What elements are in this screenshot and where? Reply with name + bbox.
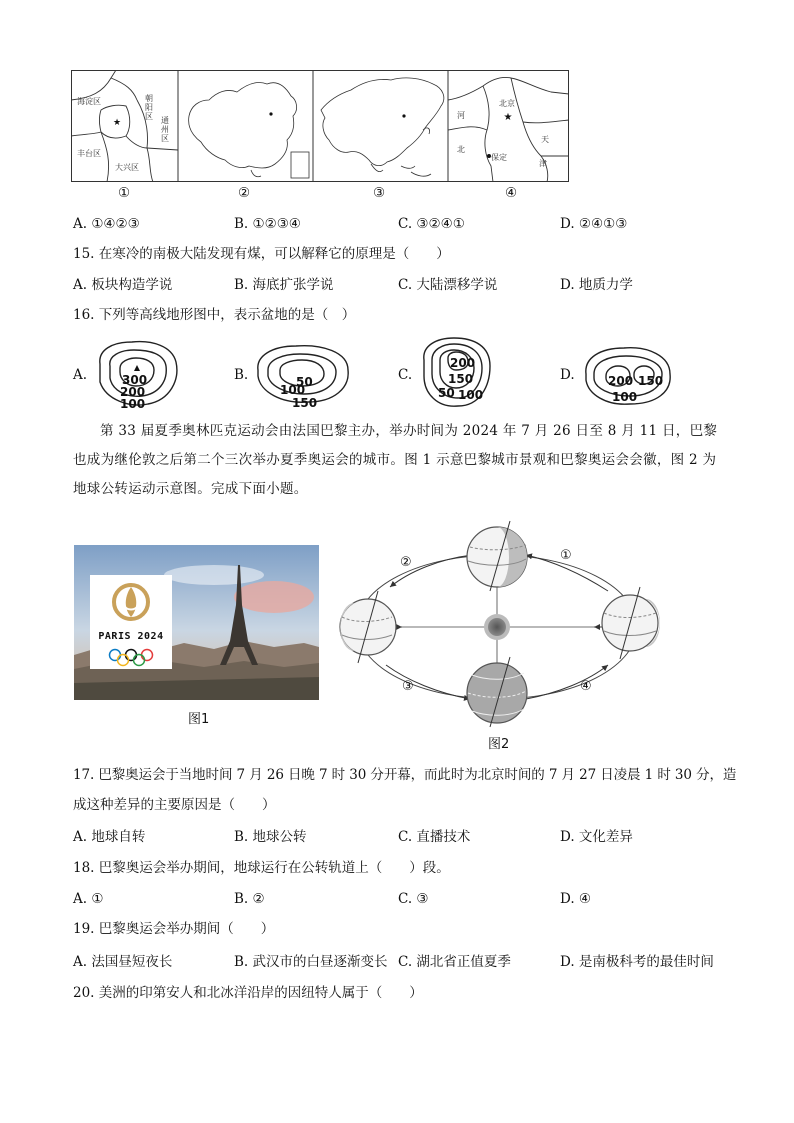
q15-option-d[interactable]: D. 地质力学 xyxy=(560,277,633,293)
asia-outline-map xyxy=(321,78,444,176)
q16-option-c[interactable]: C. xyxy=(398,367,413,383)
q16-stem: 16. 下列等高线地形图中，表示盆地的是（ ） xyxy=(73,307,356,323)
q16-option-b[interactable]: B. xyxy=(234,367,249,383)
district-label-tongzhou: 通州区 xyxy=(161,116,169,143)
svg-text:★: ★ xyxy=(112,118,122,128)
q19-option-a[interactable]: A. 法国昼短夜长 xyxy=(73,954,173,970)
contour-label-c-50: 50 xyxy=(438,386,455,400)
contour-label-a-200: 200 xyxy=(120,385,146,399)
q15-option-c[interactable]: C. 大陆漂移学说 xyxy=(398,277,498,293)
contour-map-b xyxy=(252,340,352,410)
passage-text: 第 33 届夏季奥林匹克运动会由法国巴黎主办，举办时间为 2024 年 7 月 26 日至 8 月 11 日，巴黎也成为继伦敦之后第二个三次举办夏季奥运会的城市。图 1 示意巴黎城市景观和巴黎奥运会会徽，图 2 为地球公转运动示意图。完成下面小题。 xyxy=(73,423,718,497)
orbit-segment-label-1: ① xyxy=(560,548,572,563)
china-outline-map xyxy=(189,82,309,178)
q17-option-b[interactable]: B. 地球公转 xyxy=(234,829,307,845)
earth-bottom-icon xyxy=(467,657,527,727)
figure-2-caption: 图2 xyxy=(488,737,510,752)
contour-label-c-150: 150 xyxy=(448,372,474,386)
contour-map-c xyxy=(418,336,492,410)
map-row-svg xyxy=(71,70,569,182)
earth-top-icon xyxy=(467,521,527,591)
orbit-segment-label-2: ② xyxy=(400,555,412,570)
q19-option-b[interactable]: B. 武汉市的白昼逐渐变长 xyxy=(234,954,388,970)
map-number-4: ④ xyxy=(505,185,518,201)
contour-label-d-200: 200 xyxy=(608,374,634,388)
q16-option-d[interactable]: D. xyxy=(560,367,575,383)
q18-option-c[interactable]: C. ③ xyxy=(398,891,429,907)
figure-2-orbit xyxy=(330,515,670,745)
contour-label-d-100: 100 xyxy=(612,390,638,404)
figure-1-caption: 图1 xyxy=(188,712,210,727)
olympic-rings-icon xyxy=(90,647,172,667)
map-number-3: ③ xyxy=(373,185,386,201)
region-label-tian: 天 xyxy=(541,135,549,144)
map-row xyxy=(71,70,569,182)
city-label-beijing: 北京 xyxy=(499,99,515,108)
region-label-jin: 津 xyxy=(539,159,547,168)
q18-stem: 18. 巴黎奥运会举办期间，地球运行在公转轨道上（ ）段。 xyxy=(73,860,450,876)
contour-label-a-300: 300 xyxy=(122,373,148,387)
earth-orbit-diagram xyxy=(330,515,670,745)
sun-icon xyxy=(484,614,510,640)
district-label-chaoyang: 朝阳区 xyxy=(145,94,153,121)
paris-logo-flame-icon xyxy=(90,575,172,629)
q20-stem: 20. 美洲的印第安人和北冰洋沿岸的因纽特人属于（ ） xyxy=(73,985,423,1001)
q18-option-d[interactable]: D. ④ xyxy=(560,891,592,907)
contour-label-b-150: 150 xyxy=(292,396,318,410)
contour-label-c-200: 200 xyxy=(450,356,476,370)
q15-option-b[interactable]: B. 海底扩张学说 xyxy=(234,277,334,293)
figure-1-photo xyxy=(74,545,319,700)
q15-stem: 15. 在寒冷的南极大陆发现有煤，可以解释它的原理是（ ） xyxy=(73,246,450,262)
q18-option-a[interactable]: A. ① xyxy=(73,891,104,907)
q19-option-d[interactable]: D. 是南极科考的最佳时间 xyxy=(560,954,714,970)
contour-label-b-100: 100 xyxy=(280,383,306,397)
q19-stem: 19. 巴黎奥运会举办期间（ ） xyxy=(73,921,275,937)
q17-stem-line-2: 成这种差异的主要原因是（ ） xyxy=(73,797,276,813)
contour-map-d xyxy=(582,344,674,410)
contour-label-c-100: 100 xyxy=(458,388,484,402)
contour-label-d-150: 150 xyxy=(638,374,664,388)
q17-option-d[interactable]: D. 文化差异 xyxy=(560,829,633,845)
q17-stem-line-1: 17. 巴黎奥运会于当地时间 7 月 26 日晚 7 时 30 分开幕，而此时为北京时间的 7 月 27 日凌晨 1 时 30 分，造 xyxy=(73,767,737,783)
q19-option-c[interactable]: C. 湖北省正值夏季 xyxy=(398,954,511,970)
region-label-he: 河 xyxy=(457,111,465,120)
q16-option-a[interactable]: A. xyxy=(73,367,88,383)
map-number-2: ② xyxy=(238,185,251,201)
q15-option-a[interactable]: A. 板块构造学说 xyxy=(73,277,173,293)
jingjinji-map xyxy=(448,77,569,182)
district-label-daxing: 大兴区 xyxy=(115,163,139,172)
region-label-bei: 北 xyxy=(457,145,465,154)
paris-logo-text: PARIS 2024 xyxy=(98,631,164,642)
earth-left-icon xyxy=(340,591,396,663)
paris-2024-logo xyxy=(90,575,172,669)
district-label-fengtai: 丰台区 xyxy=(77,149,101,158)
q17-option-c[interactable]: C. 直播技术 xyxy=(398,829,471,845)
contour-label-b-50: 50 xyxy=(296,375,313,389)
q14-option-a[interactable]: A. ①④②③ xyxy=(73,216,140,232)
q18-option-b[interactable]: B. ② xyxy=(234,891,265,907)
map-number-1: ① xyxy=(118,185,131,201)
contour-map-a xyxy=(92,338,184,410)
q17-option-a[interactable]: A. 地球自转 xyxy=(73,829,146,845)
q14-option-c[interactable]: C. ③②④① xyxy=(398,216,465,232)
q14-option-d[interactable]: D. ②④①③ xyxy=(560,216,628,232)
orbit-segment-label-4: ④ xyxy=(580,679,592,694)
orbit-segment-label-3: ③ xyxy=(402,679,414,694)
contour-label-a-100: 100 xyxy=(120,397,146,411)
district-label-haidian: 海淀区 xyxy=(77,97,101,106)
svg-text:★: ★ xyxy=(503,112,513,123)
q14-option-b[interactable]: B. ①②③④ xyxy=(234,216,301,232)
city-label-baoding: 保定 xyxy=(491,153,507,162)
earth-right-icon xyxy=(602,587,660,659)
